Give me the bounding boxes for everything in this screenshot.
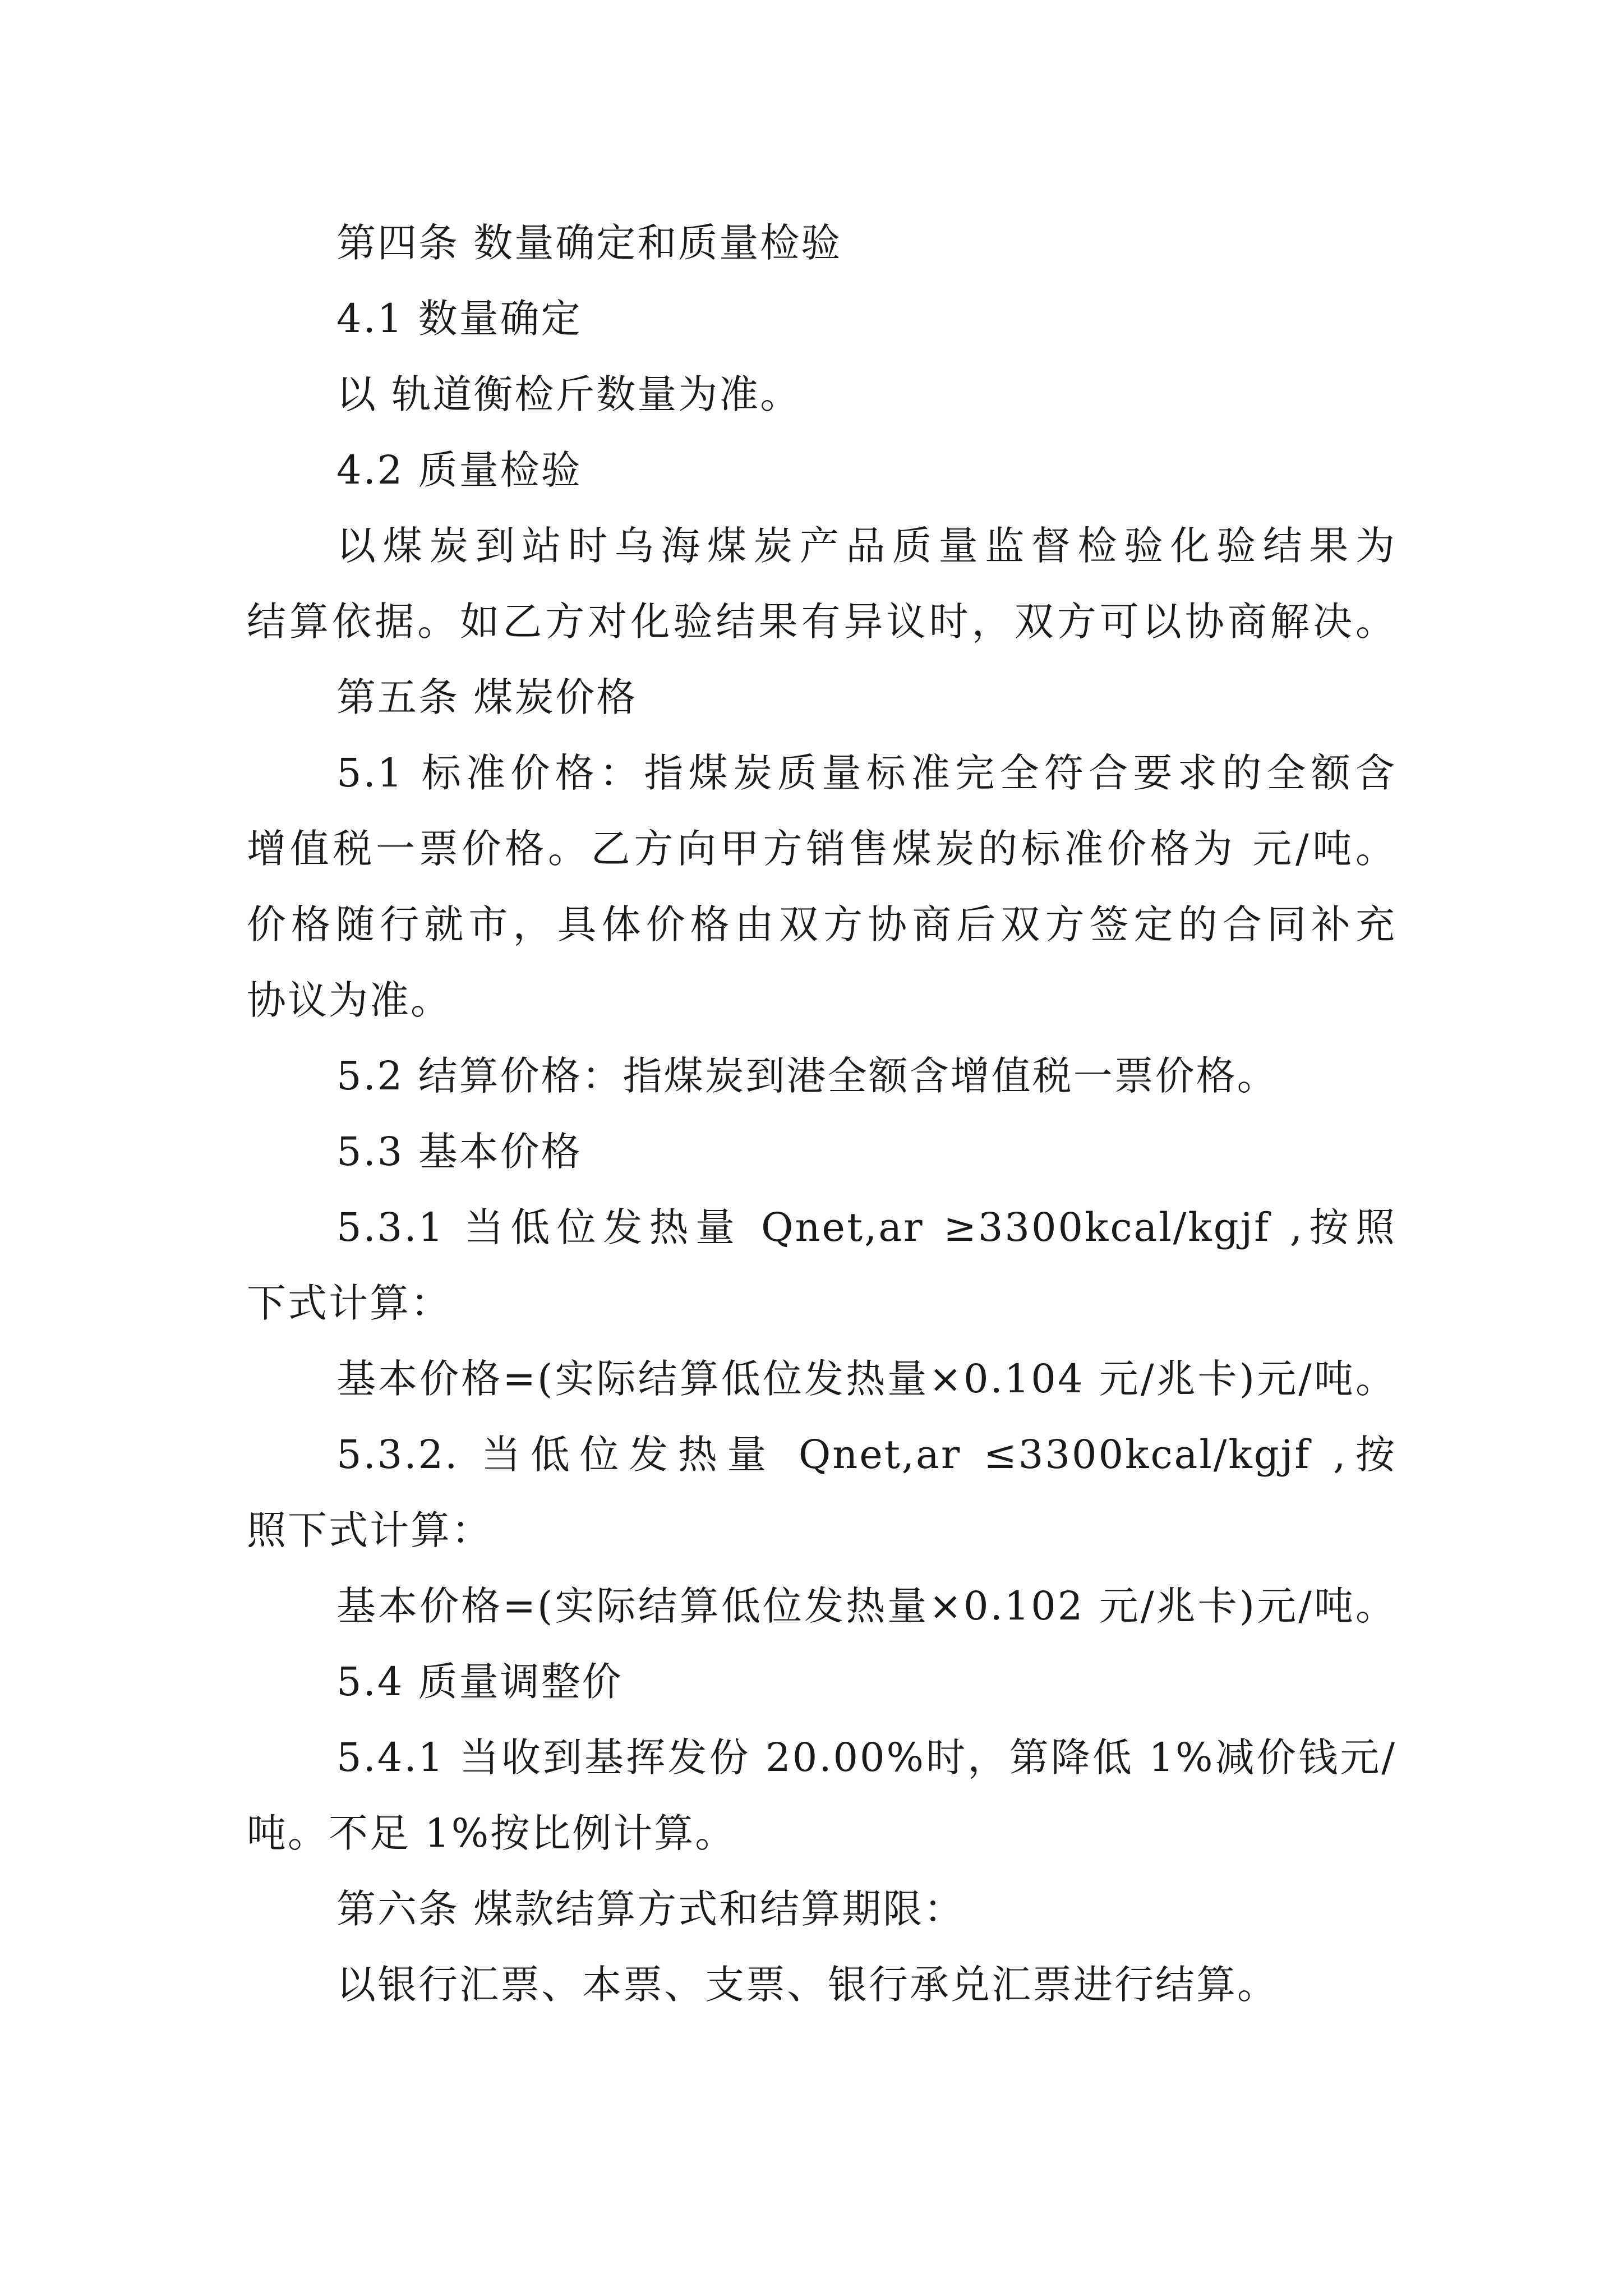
section-5-4-1-line-1: 5.4.1 当收到基挥发份 20.00%时，第降低 1%减价钱元/ bbox=[336, 1734, 1396, 1780]
section-4-1-heading: 4.1 数量确定 bbox=[336, 296, 582, 342]
article-5-heading: 第五条 煤炭价格 bbox=[336, 674, 638, 720]
article-4-heading: 第四条 数量确定和质量检验 bbox=[336, 220, 842, 266]
section-4-2-heading: 4.2 质量检验 bbox=[336, 447, 582, 493]
article-6-heading: 第六条 煤款结算方式和结算期限： bbox=[336, 1886, 965, 1932]
section-5-3-heading: 5.3 基本价格 bbox=[336, 1129, 582, 1175]
section-5-4-heading: 5.4 质量调整价 bbox=[336, 1659, 623, 1705]
section-5-3-2-line-1: 5.3.2. 当低位发热量 Qnet,ar ≤3300kcal/kgjf ,按 bbox=[336, 1432, 1396, 1478]
section-5-4-1-line-2: 吨。不足 1%按比例计算。 bbox=[247, 1810, 736, 1856]
section-4-2-text-line-2: 结算依据。如乙方对化验结果有异议时，双方可以协商解决。 bbox=[247, 599, 1396, 645]
section-5-1-line-2: 增值税一票价格。乙方向甲方销售煤炭的标准价格为 元/吨。 bbox=[247, 826, 1396, 872]
section-5-1-line-1: 5.1 标准价格：指煤炭质量标准完全符合要求的全额含 bbox=[336, 750, 1396, 796]
section-5-3-1-formula: 基本价格=(实际结算低位发热量×0.104 元/兆卡)元/吨。 bbox=[336, 1356, 1396, 1402]
section-5-3-2-line-2: 照下式计算： bbox=[247, 1507, 492, 1553]
section-5-1-line-4: 协议为准。 bbox=[247, 977, 451, 1023]
section-4-1-text: 以 轨道衡检斤数量为准。 bbox=[336, 371, 801, 417]
section-5-3-1-line-2: 下式计算： bbox=[247, 1280, 451, 1326]
section-4-2-text-line-1: 以煤炭到站时乌海煤炭产品质量监督检验化验结果为 bbox=[336, 523, 1396, 569]
section-5-2-text: 5.2 结算价格：指煤炭到港全额含增值税一票价格。 bbox=[336, 1053, 1278, 1099]
section-5-1-line-3: 价格随行就市，具体价格由双方协商后双方签定的合同补充 bbox=[247, 901, 1396, 947]
section-5-3-1-line-1: 5.3.1 当低位发热量 Qnet,ar ≥3300kcal/kgjf ,按照 bbox=[336, 1204, 1396, 1250]
section-5-3-2-formula: 基本价格=(实际结算低位发热量×0.102 元/兆卡)元/吨。 bbox=[336, 1583, 1396, 1629]
article-6-text: 以银行汇票、本票、支票、银行承兑汇票进行结算。 bbox=[336, 1962, 1278, 2008]
